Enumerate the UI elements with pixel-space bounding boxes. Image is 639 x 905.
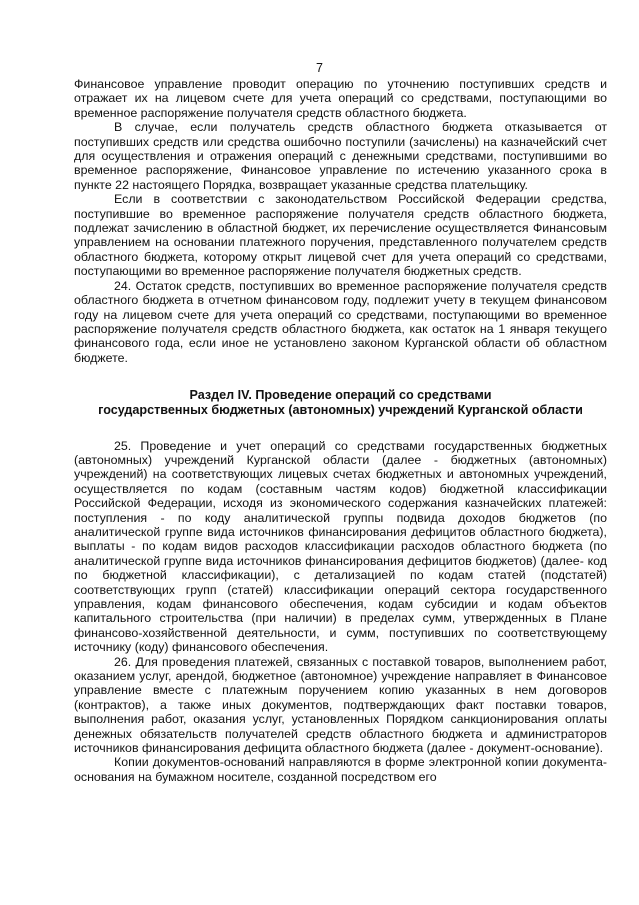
paragraph-item-26: 26. Для проведения платежей, связанных с поставкой товаров, выполнением работ, оказанием услуг, арендой, бюджетное (автономное) учреждение направляет в Финансовое управление вместе с платежным поручением копию указанных в нем договоров (контрактов), а также иных документов, подтверждающих факт поставки товаров, выполнения работ, оказания услуг, установленных Порядком санкционирования оплаты денежных обязательств получателей средств областного бюджета и администраторов источников финансирования дефицита областного бюджета (далее - документ-основание).: [74, 654, 607, 756]
paragraph-item-25: 25. Проведение и учет операций со средствами государственных бюджетных (автономных) учреждений Курганской области (далее - бюджетных (автономных) учреждений) на соответствующих лицевых счетах бюджетных и автономных учреждений, осуществляется по кодам (составным частям кодов) бюджетной классификации Российской Федерации, исходя из экономического содержания казначейских платежей: поступления - по коду аналитической группы подвида доходов бюджетов (по аналитической группе вида источников финансирования дефицитов областного бюджета), выплаты - по кодам видов расходов классификации расходов областного бюджета (по аналитической группе вида источников финансирования дефицитов бюджетов) (далее- код по бюджетной классификации), с детализацией по кодам статей (подстатей) соответствующих групп (статей) классификации операций сектора государственного управления, кодам финансового обеспечения, кодам субсидии и кодам объектов капитального строительства (при наличии) в пределах сумм, утвержденных в Плане финансово-хозяйственной деятельности, и сумм, поступивших по соответствующему источнику (коду) финансового обеспечения.: [74, 438, 607, 655]
section-heading-line1: Раздел IV. Проведение операций со средствами: [189, 388, 492, 403]
paragraph: В случае, если получатель средств областного бюджета отказывается от поступивших средств или средства ошибочно поступили (зачислены) на казначейский счет для осуществления и отражения операций с денежными средствами, поступившими во временное распоряжение, Финансовое управление по истечению указанного срока в пункте 22 настоящего Порядка, возвращает указанные средства плательщику.: [74, 120, 607, 192]
section-heading-line2: государственных бюджетных (автономных) учреждений Курганской области: [98, 403, 583, 418]
paragraph: Если в соответствии с законодательством Российской Федерации средства, поступившие во временное распоряжение получателя средств областного бюджета, подлежат зачислению в областной бюджет, их перечисление осуществляется Финансовым управлением на основании платежного поручения, представленного получателем средств областного бюджета, которому открыт лицевой счет для учета операций со средствами, поступающими во временное распоряжение получателя бюджетных средств.: [74, 192, 607, 279]
paragraph: Копии документов-оснований направляются в форме электронной копии документа-основания на бумажном носителе, созданной посредством его: [74, 755, 607, 784]
paragraph: Финансовое управление проводит операцию по уточнению поступивших средств и отражает их на лицевом счете для учета операций со средствами, поступающими во временное распоряжение получателя средств областного бюджета.: [74, 77, 607, 120]
page-number: 7: [316, 61, 323, 75]
document-body: [74, 77, 607, 784]
section-heading: [74, 388, 607, 418]
paragraph-item-24: 24. Остаток средств, поступивших во временное распоряжение получателя средств областного бюджета в отчетном финансовом году, подлежит учету в текущем финансовом году на лицевом счете для учета операций со средствами, поступающими во временное распоряжение получателя средств областного бюджета, как остаток на 1 января текущего финансового года, если иное не установлено законом Курганской области об областном бюджете.: [74, 278, 607, 365]
